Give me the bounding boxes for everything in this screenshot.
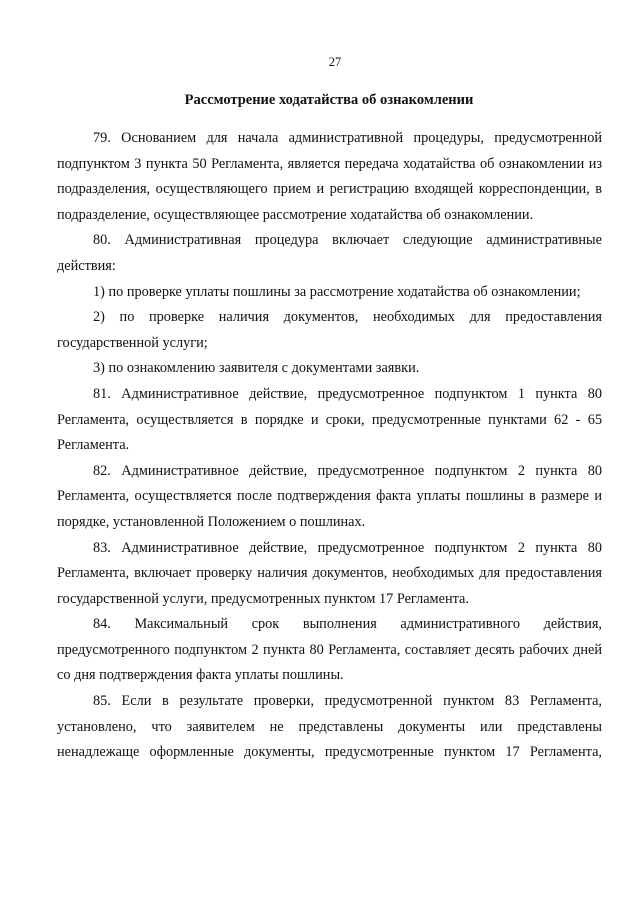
document-body [57,126,602,766]
paragraph-82: 82. Административное действие, предусмотренное подпунктом 2 пункта 80 Регламента, осуществляется после подтверждения факта уплаты пошлины в размере и порядке, установленной Положением о пошлинах. [57,462,602,530]
paragraph-85: 85. Если в результате проверки, предусмотренной пунктом 83 Регламента, установлено, что заявителем не представлены документы или представлены ненадлежаще оформленные документы, предусмотренные пунктом 17 Регламента, [57,693,602,761]
paragraph-80: 80. Административная процедура включает следующие административные действия: [57,232,602,274]
list-item-1: 1) по проверке уплаты пошлины за рассмотрение ходатайства об ознакомлении; [93,283,581,300]
paragraph-81: 81. Административное действие, предусмотренное подпунктом 1 пункта 80 Регламента, осуществляется в порядке и сроки, предусмотренные пунктами 62 - 65 Регламента. [57,385,602,454]
paragraph-83: 83. Административное действие, предусмотренное подпунктом 2 пункта 80 Регламента, включает проверку наличия документов, необходимых для предоставления государственной услуги, предусмотренных пунктом 17 Регламента. [57,539,602,607]
section-heading: Рассмотрение ходатайства об ознакомлении [184,92,474,108]
paragraph-84: 84. Максимальный срок выполнения административного действия, предусмотренного подпунктом 2 пункта 80 Регламента, составляет десять рабочих дней со дня подтверждения факта уплаты пошлины. [57,616,602,684]
list-item-2: 2) по проверке наличия документов, необходимых для предоставления государственной услуги; [57,309,602,351]
list-item-3: 3) по ознакомлению заявителя с документами заявки. [93,360,420,377]
paragraph-79: 79. Основанием для начала административной процедуры, предусмотренной подпунктом 3 пункта 50 Регламента, является передача ходатайства об ознакомлении из подразделения, осуществляющего прием и регистрацию входящей корреспонденции, в подразделение, осуществляющее рассмотрение ходатайства об ознакомлении. [57,130,602,223]
page-number: 27 [328,55,342,69]
